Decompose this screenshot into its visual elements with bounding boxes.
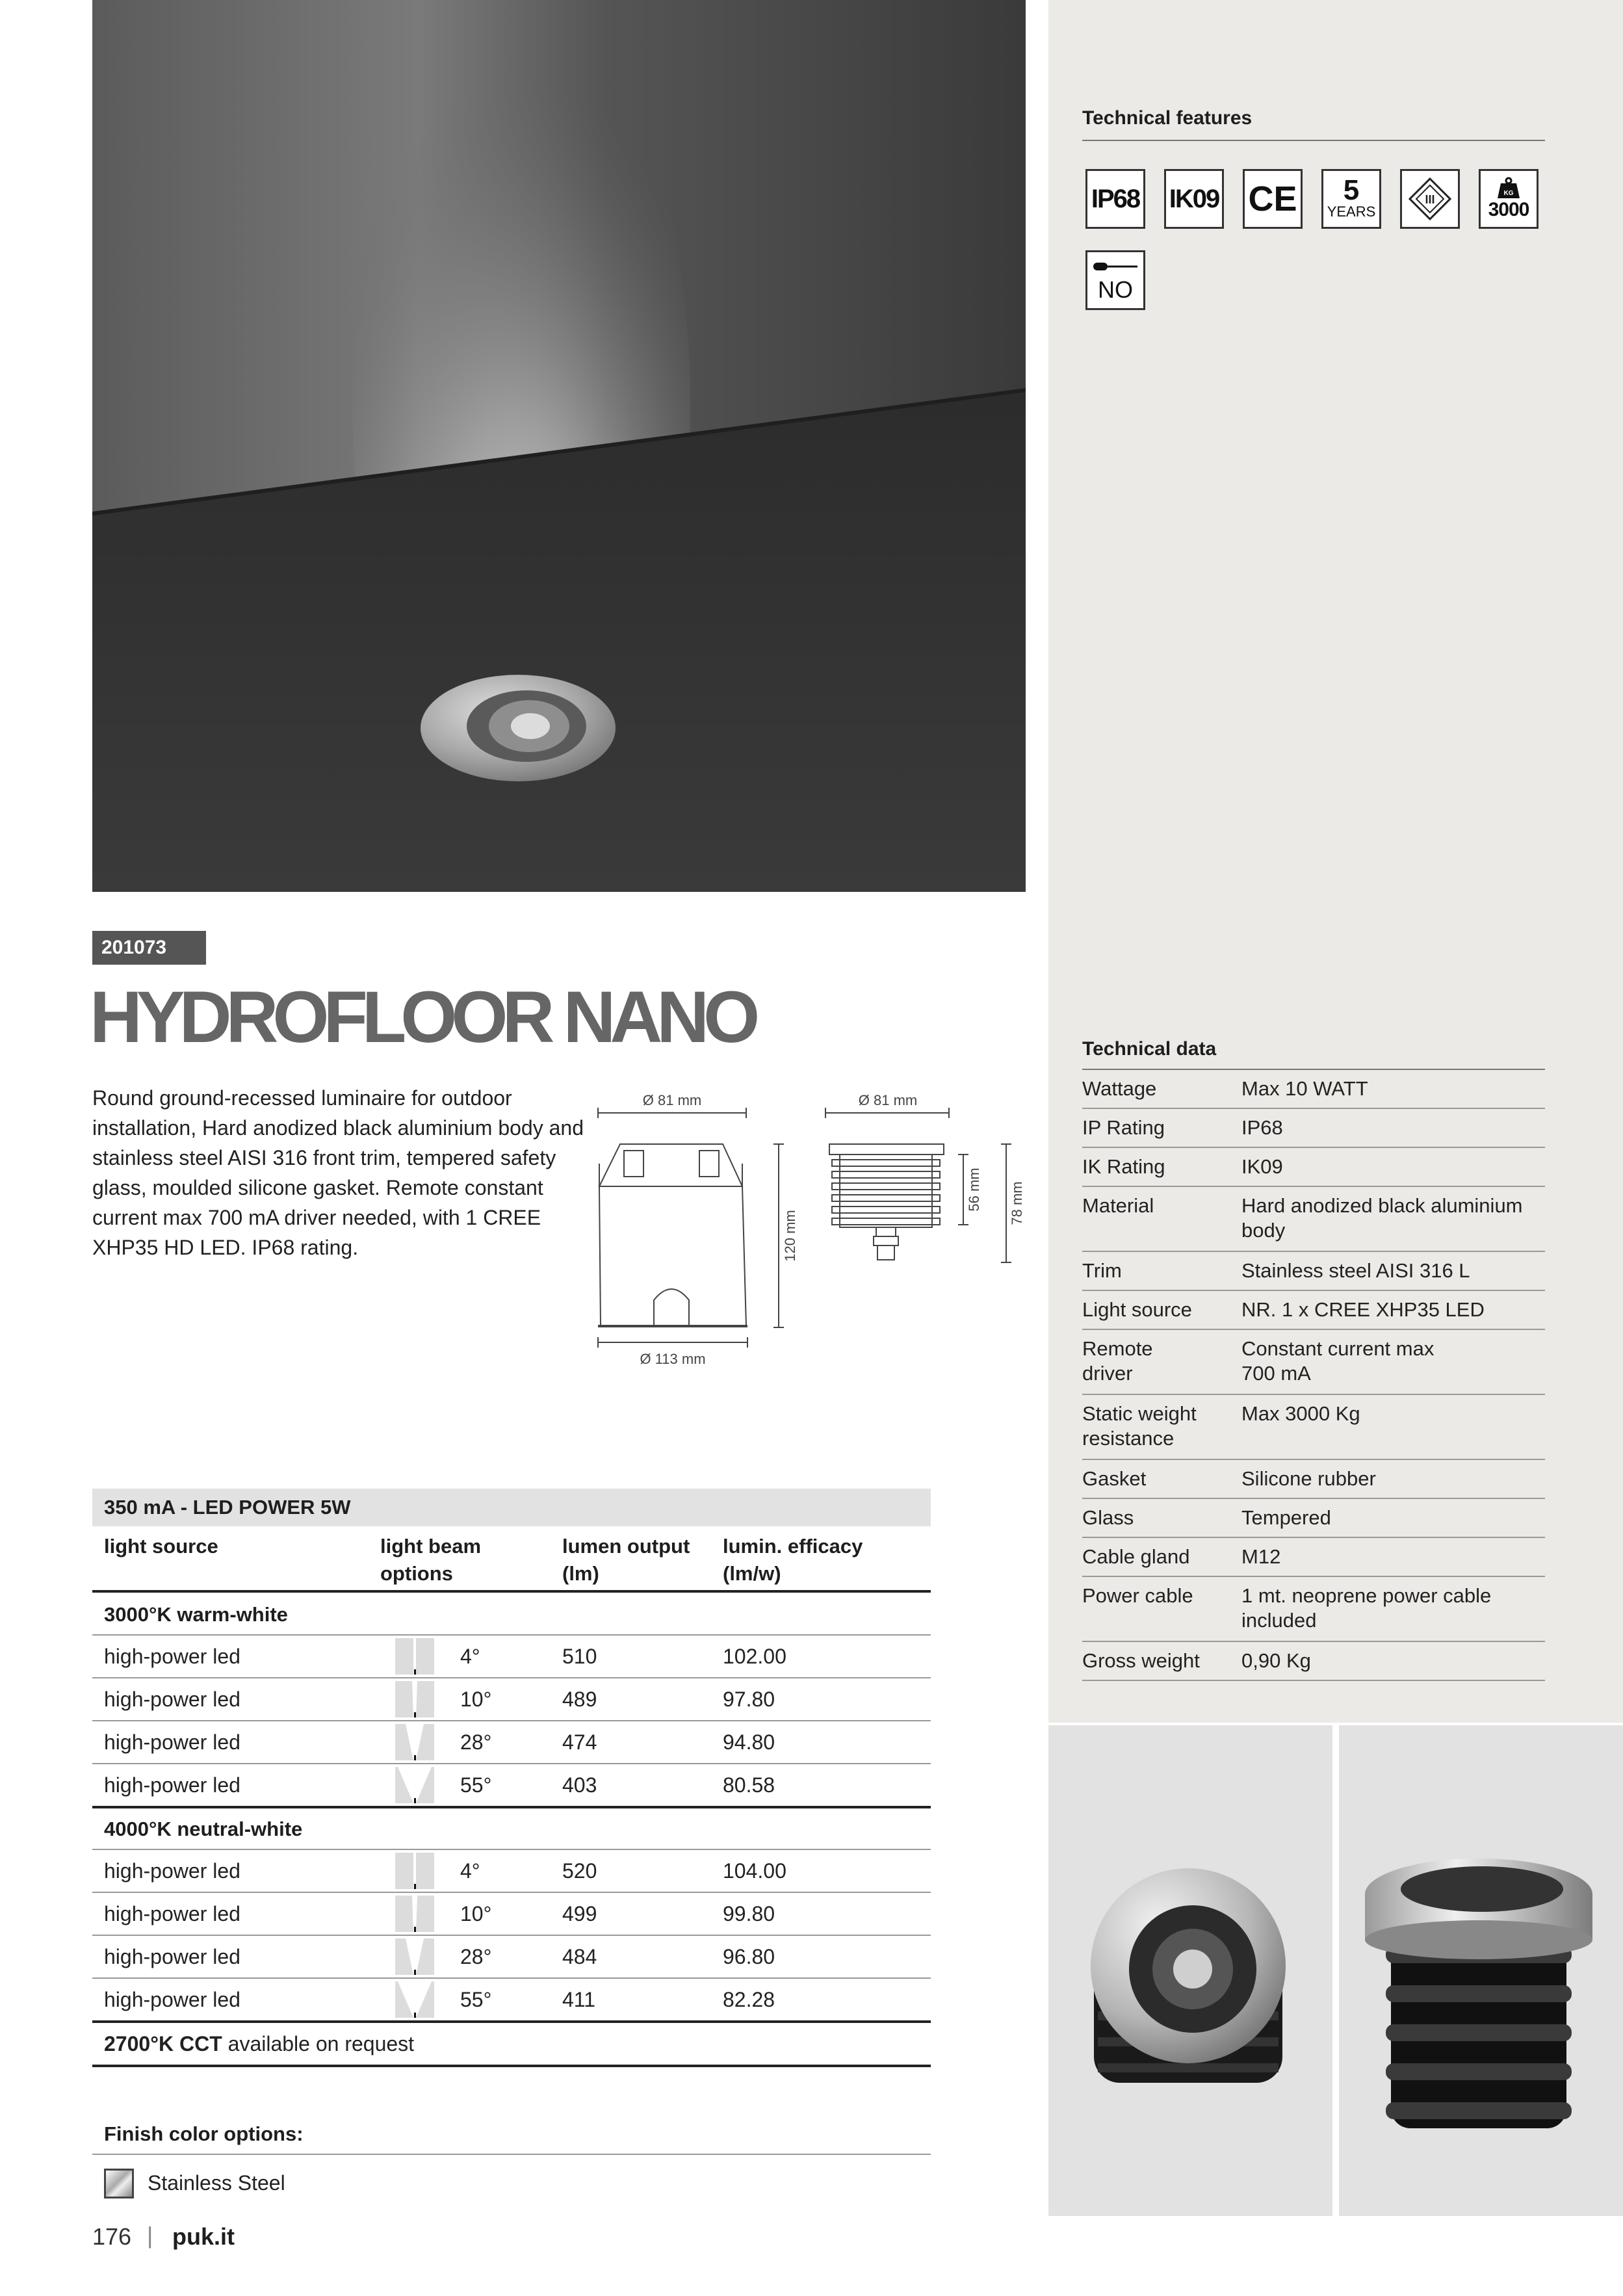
dimension-drawing-svg bbox=[572, 1092, 1040, 1378]
table-row bbox=[92, 1678, 931, 1721]
td-value: Max 10 WATT bbox=[1241, 1077, 1368, 1100]
td-label: Material bbox=[1082, 1194, 1154, 1217]
group-row-neutral-white bbox=[92, 1808, 931, 1850]
td-value: Tempered bbox=[1241, 1506, 1331, 1529]
cell-efficacy: 80.58 bbox=[723, 1773, 775, 1797]
dim-bottom-label: Ø 113 mm bbox=[640, 1351, 706, 1367]
table-header-rule bbox=[92, 1590, 931, 1593]
beam-10-icon bbox=[395, 1681, 434, 1717]
group-row-warm-white bbox=[92, 1594, 931, 1636]
table-row bbox=[92, 1764, 931, 1808]
beam-4-icon bbox=[395, 1853, 434, 1889]
cell-source: high-power led bbox=[104, 1730, 240, 1754]
cell-beam: 4° bbox=[460, 1859, 480, 1883]
class-iii-badge bbox=[1400, 169, 1460, 229]
td-value: IP68 bbox=[1241, 1116, 1283, 1139]
td-label: Glass bbox=[1082, 1506, 1134, 1529]
warranty-years-number: 5 bbox=[1343, 174, 1360, 206]
beam-28-icon bbox=[395, 1938, 434, 1975]
cct-note-row bbox=[92, 2023, 931, 2067]
cell-lumen: 489 bbox=[562, 1688, 597, 1711]
table-row bbox=[92, 1936, 931, 1979]
cell-efficacy: 99.80 bbox=[723, 1902, 775, 1925]
cell-efficacy: 97.80 bbox=[723, 1688, 775, 1711]
td-row-power-cable bbox=[1082, 1577, 1545, 1642]
cell-lumen: 484 bbox=[562, 1945, 597, 1968]
beam-55-icon bbox=[395, 1981, 434, 2018]
beam-10-icon bbox=[395, 1896, 434, 1932]
col-lumen-output: lumen output (lm) bbox=[562, 1535, 690, 1585]
ip68-badge bbox=[1085, 169, 1145, 229]
td-row-ip-rating bbox=[1082, 1109, 1545, 1148]
td-label: Gasket bbox=[1082, 1467, 1147, 1490]
td-label: Power cable bbox=[1082, 1584, 1193, 1607]
ik09-badge bbox=[1164, 169, 1224, 229]
product-description: Round ground-recessed luminaire for outdoor installation, Hard anodized black aluminium body and stainless steel AISI 316 front trim, tempered safety glass, moulded silicone gasket. Remote constant current max 700 mA driver needed, with 1 CREE XHP35 HD LED. IP68 rating. bbox=[92, 1086, 584, 1259]
cell-source: high-power led bbox=[104, 1945, 240, 1968]
ce-mark-label: CE bbox=[1248, 179, 1297, 218]
cell-lumen: 499 bbox=[562, 1902, 597, 1925]
cell-beam: 28° bbox=[460, 1730, 492, 1754]
footer-website: puk.it bbox=[172, 2223, 235, 2250]
class-iii-label: III bbox=[1425, 193, 1435, 206]
stainless-steel-swatch bbox=[104, 2169, 134, 2198]
performance-table-header: 350 mA - LED POWER 5W bbox=[92, 1489, 931, 1526]
technical-drawing bbox=[572, 1092, 1040, 1378]
col-light-source: light source bbox=[104, 1535, 218, 1558]
group-label: 3000°K warm-white bbox=[104, 1603, 288, 1626]
td-value: M12 bbox=[1241, 1545, 1281, 1568]
footer-separator: | bbox=[147, 2222, 153, 2249]
technical-features-title: Technical features bbox=[1082, 107, 1253, 129]
td-label: Wattage bbox=[1082, 1077, 1157, 1100]
technical-data-title: Technical data bbox=[1082, 1038, 1217, 1060]
td-label: IK Rating bbox=[1082, 1155, 1165, 1178]
load-badge bbox=[1479, 169, 1539, 229]
finish-option-label: Stainless Steel bbox=[148, 2171, 285, 2195]
td-value: Silicone rubber bbox=[1241, 1467, 1376, 1490]
cell-efficacy: 94.80 bbox=[723, 1730, 775, 1754]
td-row-gasket bbox=[1082, 1460, 1545, 1499]
table-row bbox=[92, 1850, 931, 1893]
product-photo-front bbox=[1048, 1725, 1332, 2216]
td-label: Remote driver bbox=[1082, 1337, 1153, 1385]
finish-rule bbox=[92, 2154, 931, 2155]
product-name: HYDROFLOOR NANO bbox=[90, 976, 755, 1058]
product-code-tag: 201073 bbox=[92, 931, 206, 965]
cell-source: high-power led bbox=[104, 1988, 240, 2011]
cell-source: high-power led bbox=[104, 1645, 240, 1668]
warranty-badge bbox=[1321, 169, 1381, 229]
td-row-static-weight bbox=[1082, 1395, 1545, 1460]
ik09-badge-label: IK09 bbox=[1169, 184, 1219, 213]
td-value: 1 mt. neoprene power cable included bbox=[1241, 1584, 1492, 1632]
cell-lumen: 520 bbox=[562, 1859, 597, 1883]
beam-55-icon bbox=[395, 1767, 434, 1803]
cell-efficacy: 82.28 bbox=[723, 1988, 775, 2011]
cell-lumen: 510 bbox=[562, 1645, 597, 1668]
cct-note-bold: 2700°K CCT bbox=[104, 2032, 222, 2055]
td-row-light-source bbox=[1082, 1291, 1545, 1330]
dim-top-right-label: Ø 81 mm bbox=[858, 1092, 918, 1108]
cell-beam: 28° bbox=[460, 1945, 492, 1968]
td-value: 0,90 Kg bbox=[1241, 1649, 1311, 1672]
col-lumin-efficacy: lumin. efficacy (lm/w) bbox=[723, 1535, 863, 1585]
cell-beam: 55° bbox=[460, 1773, 492, 1797]
warranty-years-unit: YEARS bbox=[1327, 203, 1376, 220]
td-value: Stainless steel AISI 316 L bbox=[1241, 1259, 1470, 1282]
finish-options-title: Finish color options: bbox=[104, 2122, 304, 2145]
td-value: Hard anodized black aluminium body bbox=[1241, 1194, 1523, 1242]
cell-source: high-power led bbox=[104, 1773, 240, 1797]
cell-efficacy: 104.00 bbox=[723, 1859, 786, 1883]
td-label: Gross weight bbox=[1082, 1649, 1200, 1672]
no-tool-label: NO bbox=[1098, 276, 1133, 303]
td-row-cable-gland bbox=[1082, 1538, 1545, 1577]
td-row-remote-driver bbox=[1082, 1330, 1545, 1395]
beam-28-icon bbox=[395, 1724, 434, 1760]
cell-beam: 55° bbox=[460, 1988, 492, 2011]
td-label: Static weight resistance bbox=[1082, 1402, 1197, 1450]
cell-lumen: 403 bbox=[562, 1773, 597, 1797]
td-label: Trim bbox=[1082, 1259, 1122, 1282]
table-row bbox=[92, 1636, 931, 1678]
cell-source: high-power led bbox=[104, 1859, 240, 1883]
td-value: Max 3000 Kg bbox=[1241, 1402, 1360, 1425]
table-row bbox=[92, 1893, 931, 1936]
td-label: Cable gland bbox=[1082, 1545, 1190, 1568]
product-photo-side bbox=[1339, 1725, 1623, 2216]
cell-lumen: 474 bbox=[562, 1730, 597, 1754]
td-label: IP Rating bbox=[1082, 1116, 1165, 1139]
ce-mark-badge bbox=[1243, 169, 1303, 229]
dim-top-left-label: Ø 81 mm bbox=[642, 1092, 702, 1108]
cell-beam: 4° bbox=[460, 1645, 480, 1668]
td-value: IK09 bbox=[1241, 1155, 1283, 1178]
dim-height-total-label: 78 mm bbox=[1009, 1181, 1025, 1225]
ip68-badge-label: IP68 bbox=[1091, 184, 1140, 213]
screwdriver-icon bbox=[1091, 257, 1140, 276]
cell-source: high-power led bbox=[104, 1902, 240, 1925]
td-row-wattage bbox=[1082, 1070, 1545, 1109]
beam-4-icon bbox=[395, 1638, 434, 1675]
cell-efficacy: 96.80 bbox=[723, 1945, 775, 1968]
cct-note bbox=[104, 2032, 414, 2056]
dim-height-body-label: 56 mm bbox=[966, 1168, 982, 1212]
td-row-gross-weight bbox=[1082, 1642, 1545, 1681]
td-row-material bbox=[1082, 1187, 1545, 1252]
col-light-beam: light beam options bbox=[380, 1535, 482, 1585]
cct-note-text: available on request bbox=[222, 2032, 415, 2055]
td-row-ik-rating bbox=[1082, 1148, 1545, 1187]
cell-beam: 10° bbox=[460, 1902, 492, 1925]
table-row bbox=[92, 1979, 931, 2023]
td-label: Light source bbox=[1082, 1298, 1192, 1321]
hero-photo bbox=[92, 0, 1026, 892]
cell-efficacy: 102.00 bbox=[723, 1645, 786, 1668]
load-badge-unit: KG bbox=[1503, 190, 1514, 197]
cell-source: high-power led bbox=[104, 1688, 240, 1711]
table-row bbox=[92, 1721, 931, 1764]
td-row-trim bbox=[1082, 1252, 1545, 1291]
td-value: NR. 1 x CREE XHP35 LED bbox=[1241, 1298, 1485, 1321]
cell-lumen: 411 bbox=[562, 1988, 596, 2011]
diamond-icon bbox=[1407, 176, 1453, 222]
load-badge-label: 3000 bbox=[1488, 199, 1529, 220]
product-photo-front-illustration bbox=[1048, 1725, 1332, 2216]
no-tool-badge bbox=[1085, 250, 1145, 310]
dim-height-housing-label: 120 mm bbox=[782, 1210, 798, 1262]
weight-icon bbox=[1497, 177, 1520, 199]
cell-beam: 10° bbox=[460, 1688, 492, 1711]
group-label: 4000°K neutral-white bbox=[104, 1818, 303, 1840]
hero-photo-illustration bbox=[92, 0, 1026, 892]
page-number: 176 bbox=[92, 2223, 132, 2250]
td-value: Constant current max 700 mA bbox=[1241, 1337, 1435, 1385]
product-photo-side-illustration bbox=[1339, 1725, 1623, 2216]
td-row-glass bbox=[1082, 1499, 1545, 1538]
technical-features-rule bbox=[1082, 140, 1545, 141]
